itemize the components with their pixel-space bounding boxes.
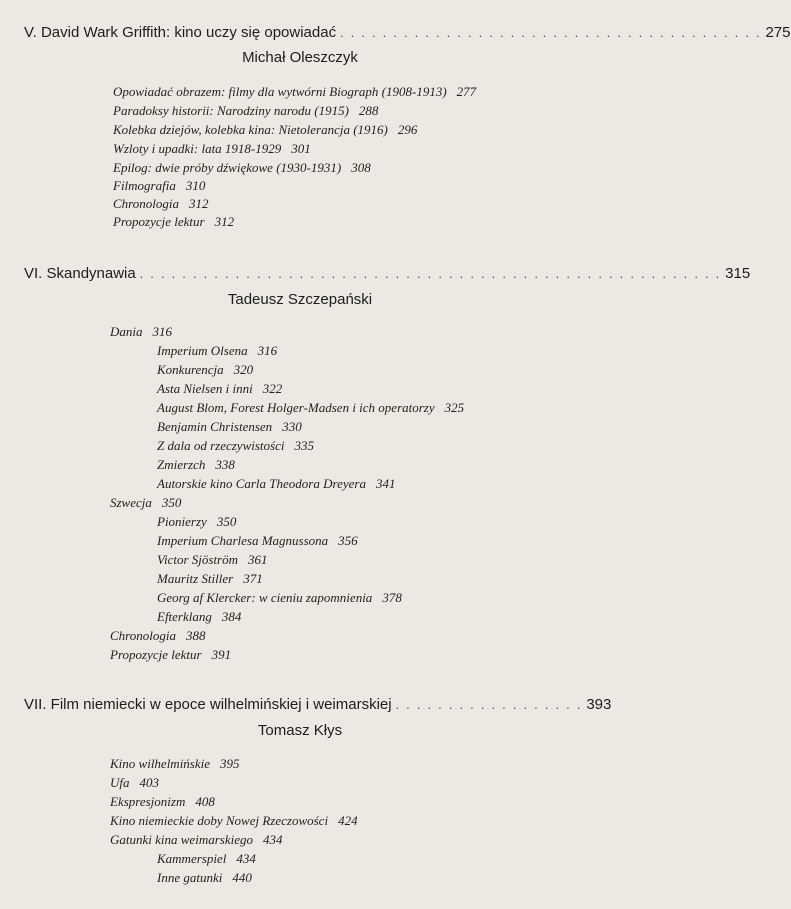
- toc-entry: Propozycje lektur 312: [113, 214, 235, 229]
- toc-entry: Epilog: dwie próby dźwiękowe (1930-1931) 308: [113, 160, 371, 175]
- toc-entry: Mauritz Stiller 371: [157, 571, 263, 586]
- toc-entry: Filmografia 310: [113, 178, 206, 193]
- chapter-heading: [24, 265, 751, 282]
- toc-section: Ekspresjonizm 408: [110, 794, 215, 809]
- chapter-page-number: 275: [765, 24, 791, 41]
- toc-entry: Konkurencja 320: [157, 362, 254, 377]
- toc-entry: Paradoksy historii: Narodziny narodu (1915) 288: [113, 103, 379, 118]
- toc-entry: Inne gatunki 440: [157, 870, 252, 885]
- toc-entry: Georg af Klercker: w cieniu zapomnienia 378: [157, 590, 402, 605]
- toc-section: Kino niemieckie doby Nowej Rzeczowości 424: [110, 813, 358, 828]
- toc-section: Dania 316: [110, 324, 172, 339]
- chapter-author: Tadeusz Szczepański: [227, 291, 373, 308]
- chapter-title: VI. Skandynawia: [24, 265, 136, 282]
- toc-section: Chronologia 388: [110, 628, 206, 643]
- toc-entry: Efterklang 384: [157, 609, 242, 624]
- chapter-page-number: 393: [586, 696, 612, 713]
- toc-entry: Opowiadać obrazem: filmy dla wytwórni Biograph (1908-1913) 277: [113, 84, 477, 99]
- chapter-heading: [24, 696, 612, 713]
- toc-section: Ufa 403: [110, 775, 159, 790]
- chapter-title: V. David Wark Griffith: kino uczy się opowiadać: [24, 24, 337, 41]
- toc-section: Gatunki kina weimarskiego 434: [110, 832, 283, 847]
- toc-section: Szwecja 350: [110, 495, 182, 510]
- toc-entry: Chronologia 312: [113, 196, 209, 211]
- toc-entry: Zmierzch 338: [157, 457, 235, 472]
- toc-entry: Asta Nielsen i inni 322: [157, 381, 283, 396]
- toc-entry: Pionierzy 350: [157, 514, 237, 529]
- toc-section: Kino wilhelmińskie 395: [110, 756, 240, 771]
- toc-entry: Kolebka dziejów, kolebka kina: Nietolerancja (1916) 296: [113, 122, 418, 137]
- chapter-title: VII. Film niemiecki w epoce wilhelmińskiej i weimarskiej: [24, 696, 392, 713]
- dot-leader: . . . . . . . . . . . . . . . . . . . . . . . . . . . . . . . . . . . . . . . .: [340, 26, 762, 40]
- chapter-author: Tomasz Kłys: [257, 722, 343, 739]
- dot-leader: . . . . . . . . . . . . . . . . . .: [395, 698, 583, 712]
- chapter-heading: [24, 24, 791, 41]
- dot-leader: . . . . . . . . . . . . . . . . . . . . . . . . . . . . . . . . . . . . . . . . . . . . . . . . . . . . . . .: [139, 267, 722, 281]
- toc-entry: Benjamin Christensen 330: [157, 419, 302, 434]
- toc-section: Propozycje lektur 391: [110, 647, 232, 662]
- toc-entry: August Blom, Forest Holger-Madsen i ich operatorzy 325: [157, 400, 465, 415]
- toc-entry: Autorskie kino Carla Theodora Dreyera 341: [157, 476, 396, 491]
- toc-entry: Wzloty i upadki: lata 1918-1929 301: [113, 141, 311, 156]
- chapter-author: Michał Oleszczyk: [242, 49, 358, 66]
- toc-entry: Imperium Olsena 316: [157, 343, 278, 358]
- chapter-page-number: 315: [725, 265, 751, 282]
- toc-entry: Imperium Charlesa Magnussona 356: [157, 533, 358, 548]
- toc-entry: Victor Sjöström 361: [157, 552, 268, 567]
- toc-entry: Kammerspiel 434: [157, 851, 256, 866]
- toc-entry: Z dala od rzeczywistości 335: [157, 438, 314, 453]
